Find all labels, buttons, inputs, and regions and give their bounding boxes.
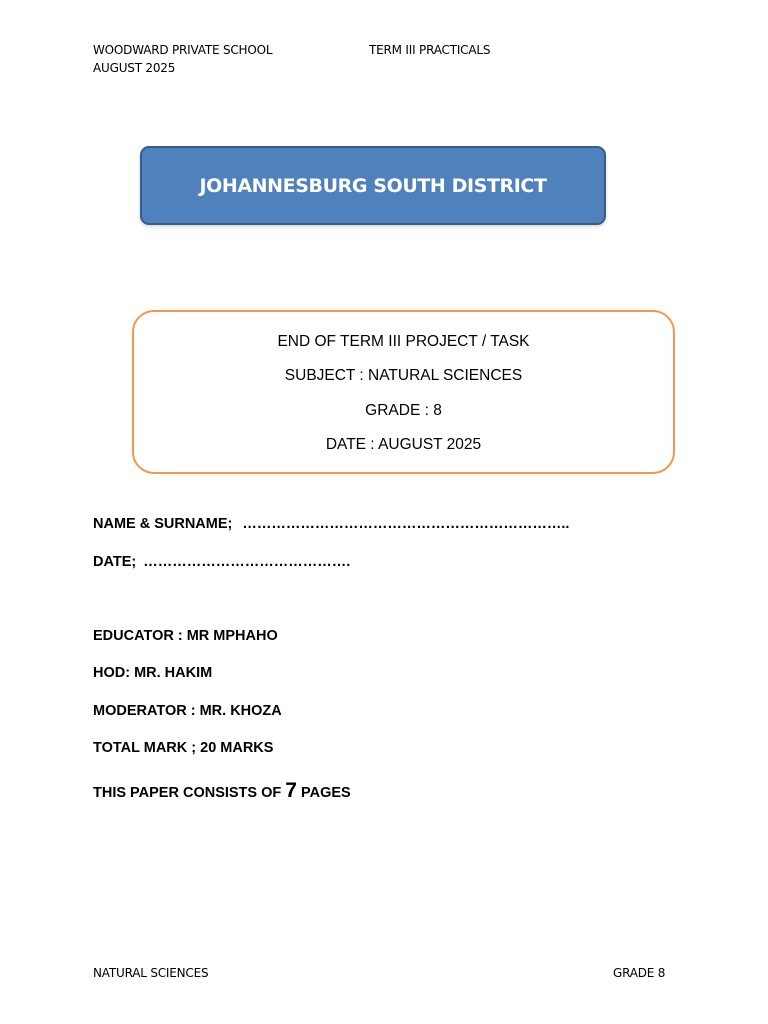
educator-line: EDUCATOR : MR MPHAHO bbox=[93, 628, 278, 644]
header-term-label: TERM III PRACTICALS bbox=[369, 43, 491, 57]
total-mark-line: TOTAL MARK ; 20 MARKS bbox=[93, 740, 274, 756]
page-count-line bbox=[93, 778, 351, 806]
date-field-dots: ……………………………………. bbox=[143, 554, 351, 570]
date-field-label: DATE; bbox=[93, 554, 137, 570]
district-title: JOHANNESBURG SOUTH DISTRICT bbox=[199, 174, 547, 197]
date-line: DATE : AUGUST 2025 bbox=[325, 436, 482, 453]
grade-line: GRADE : 8 bbox=[365, 402, 442, 419]
project-title: END OF TERM III PROJECT / TASK bbox=[277, 333, 530, 350]
page-count-number: 7 bbox=[285, 779, 297, 802]
page-count-suffix: PAGES bbox=[296, 785, 351, 801]
district-banner bbox=[140, 146, 606, 225]
subject-line: SUBJECT : NATURAL SCIENCES bbox=[284, 367, 523, 384]
name-surname-field bbox=[93, 516, 569, 532]
header-date: AUGUST 2025 bbox=[93, 61, 176, 75]
hod-line: HOD: MR. HAKIM bbox=[93, 665, 213, 681]
project-info-box bbox=[132, 310, 675, 474]
page-count-prefix: THIS PAPER CONSISTS OF bbox=[93, 785, 286, 801]
footer-subject: NATURAL SCIENCES bbox=[93, 966, 209, 980]
name-surname-dots: ………………………………………………………….. bbox=[242, 516, 570, 532]
footer-grade: GRADE 8 bbox=[613, 966, 666, 980]
moderator-line: MODERATOR : MR. KHOZA bbox=[93, 703, 282, 719]
header-school-name: WOODWARD PRIVATE SCHOOL bbox=[93, 43, 273, 57]
date-field bbox=[93, 554, 350, 570]
name-surname-label: NAME & SURNAME; bbox=[93, 516, 233, 532]
